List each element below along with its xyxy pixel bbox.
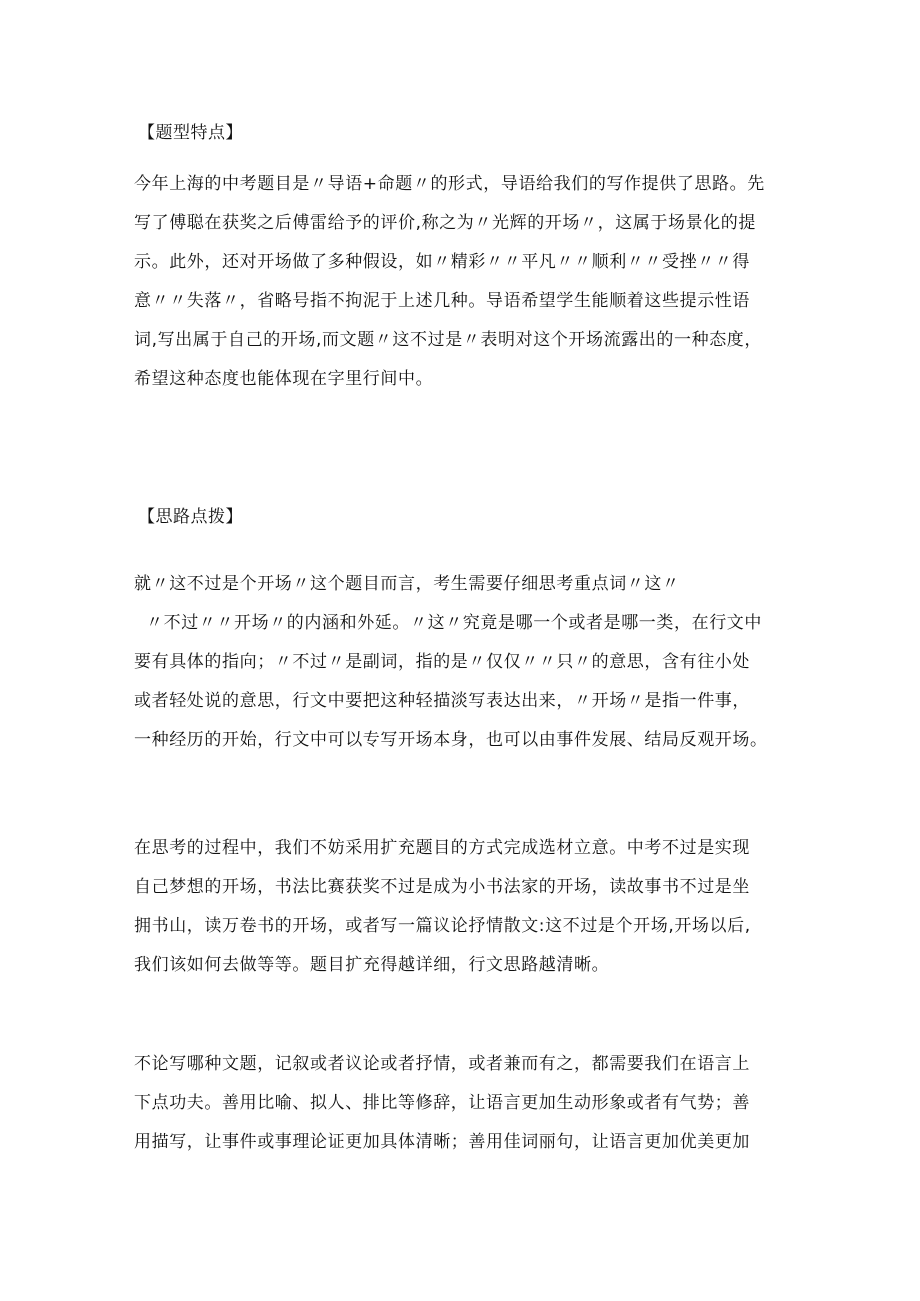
text-line: 就〃这不过是个开场〃这个题目而言，考生需要仔细思考重点词〃这〃 xyxy=(134,574,680,594)
text-line: 或者轻处说的意思，行文中要把这种轻描淡写表达出来，〃开场〃是指一件事， xyxy=(134,691,750,711)
text-line: 下点功夫。善用比喻、拟人、排比等修辞，让语言更加生动形象或者有气势；善 xyxy=(134,1093,750,1113)
text-line: 要有具体的指向；〃不过〃是副词，指的是〃仅仅〃〃只〃的意思，含有往小处 xyxy=(134,652,750,672)
paragraph-question-type xyxy=(134,165,794,399)
text-line: 自己梦想的开场，书法比赛获奖不过是成为小书法家的开场，读故事书不过是坐 xyxy=(134,877,750,897)
section-heading-question-type: 【题型特点】 xyxy=(138,123,243,143)
text-line: 用描写，让事件或事理论证更加具体清晰；善用佳词丽句，让语言更加优美更加 xyxy=(134,1132,750,1152)
text-line: 今年上海的中考题目是〃导语+命题〃的形式，导语给我们的写作提供了思路。先 xyxy=(134,174,765,194)
text-line: 希望这种态度也能体现在字里行间中。 xyxy=(134,369,434,389)
text-line: 在思考的过程中，我们不妨采用扩充题目的方式完成选材立意。中考不过是实现 xyxy=(134,838,750,858)
text-line: 〃不过〃〃开场〃的内涵和外延。〃这〃究竟是哪一个或者是哪一类，在行文中 xyxy=(146,613,762,633)
text-line: 一种经历的开始，行文中可以专写开场本身，也可以由事件发展、结局反观开场。 xyxy=(134,730,768,750)
paragraph-key-words xyxy=(134,565,794,760)
text-line: 示。此外，还对开场做了多种假设，如〃精彩〃〃平凡〃〃顺利〃〃受挫〃〃得 xyxy=(134,252,750,272)
paragraph-expand-title xyxy=(134,829,794,985)
text-line: 写了傅聪在获奖之后傅雷给予的评价,称之为〃光辉的开场〃，这属于场景化的提 xyxy=(134,213,757,233)
text-line: 拥书山，读万卷书的开场，或者写一篇议论抒情散文:这不过是个开场,开场以后, xyxy=(134,916,751,936)
paragraph-language xyxy=(134,1045,794,1162)
text-line: 词,写出属于自己的开场,而文题〃这不过是〃表明对这个开场流露出的一种态度， xyxy=(134,330,763,350)
text-line: 我们该如何去做等等。题目扩充得越详细，行文思路越清晰。 xyxy=(134,955,610,975)
text-line: 意〃〃失落〃，省略号指不拘泥于上述几种。导语希望学生能顺着这些提示性语 xyxy=(134,291,750,311)
text-line: 不论写哪种文题，记叙或者议论或者抒情，或者兼而有之，都需要我们在语言上 xyxy=(134,1054,750,1074)
section-heading-thinking-guide: 【思路点拨】 xyxy=(138,507,243,527)
